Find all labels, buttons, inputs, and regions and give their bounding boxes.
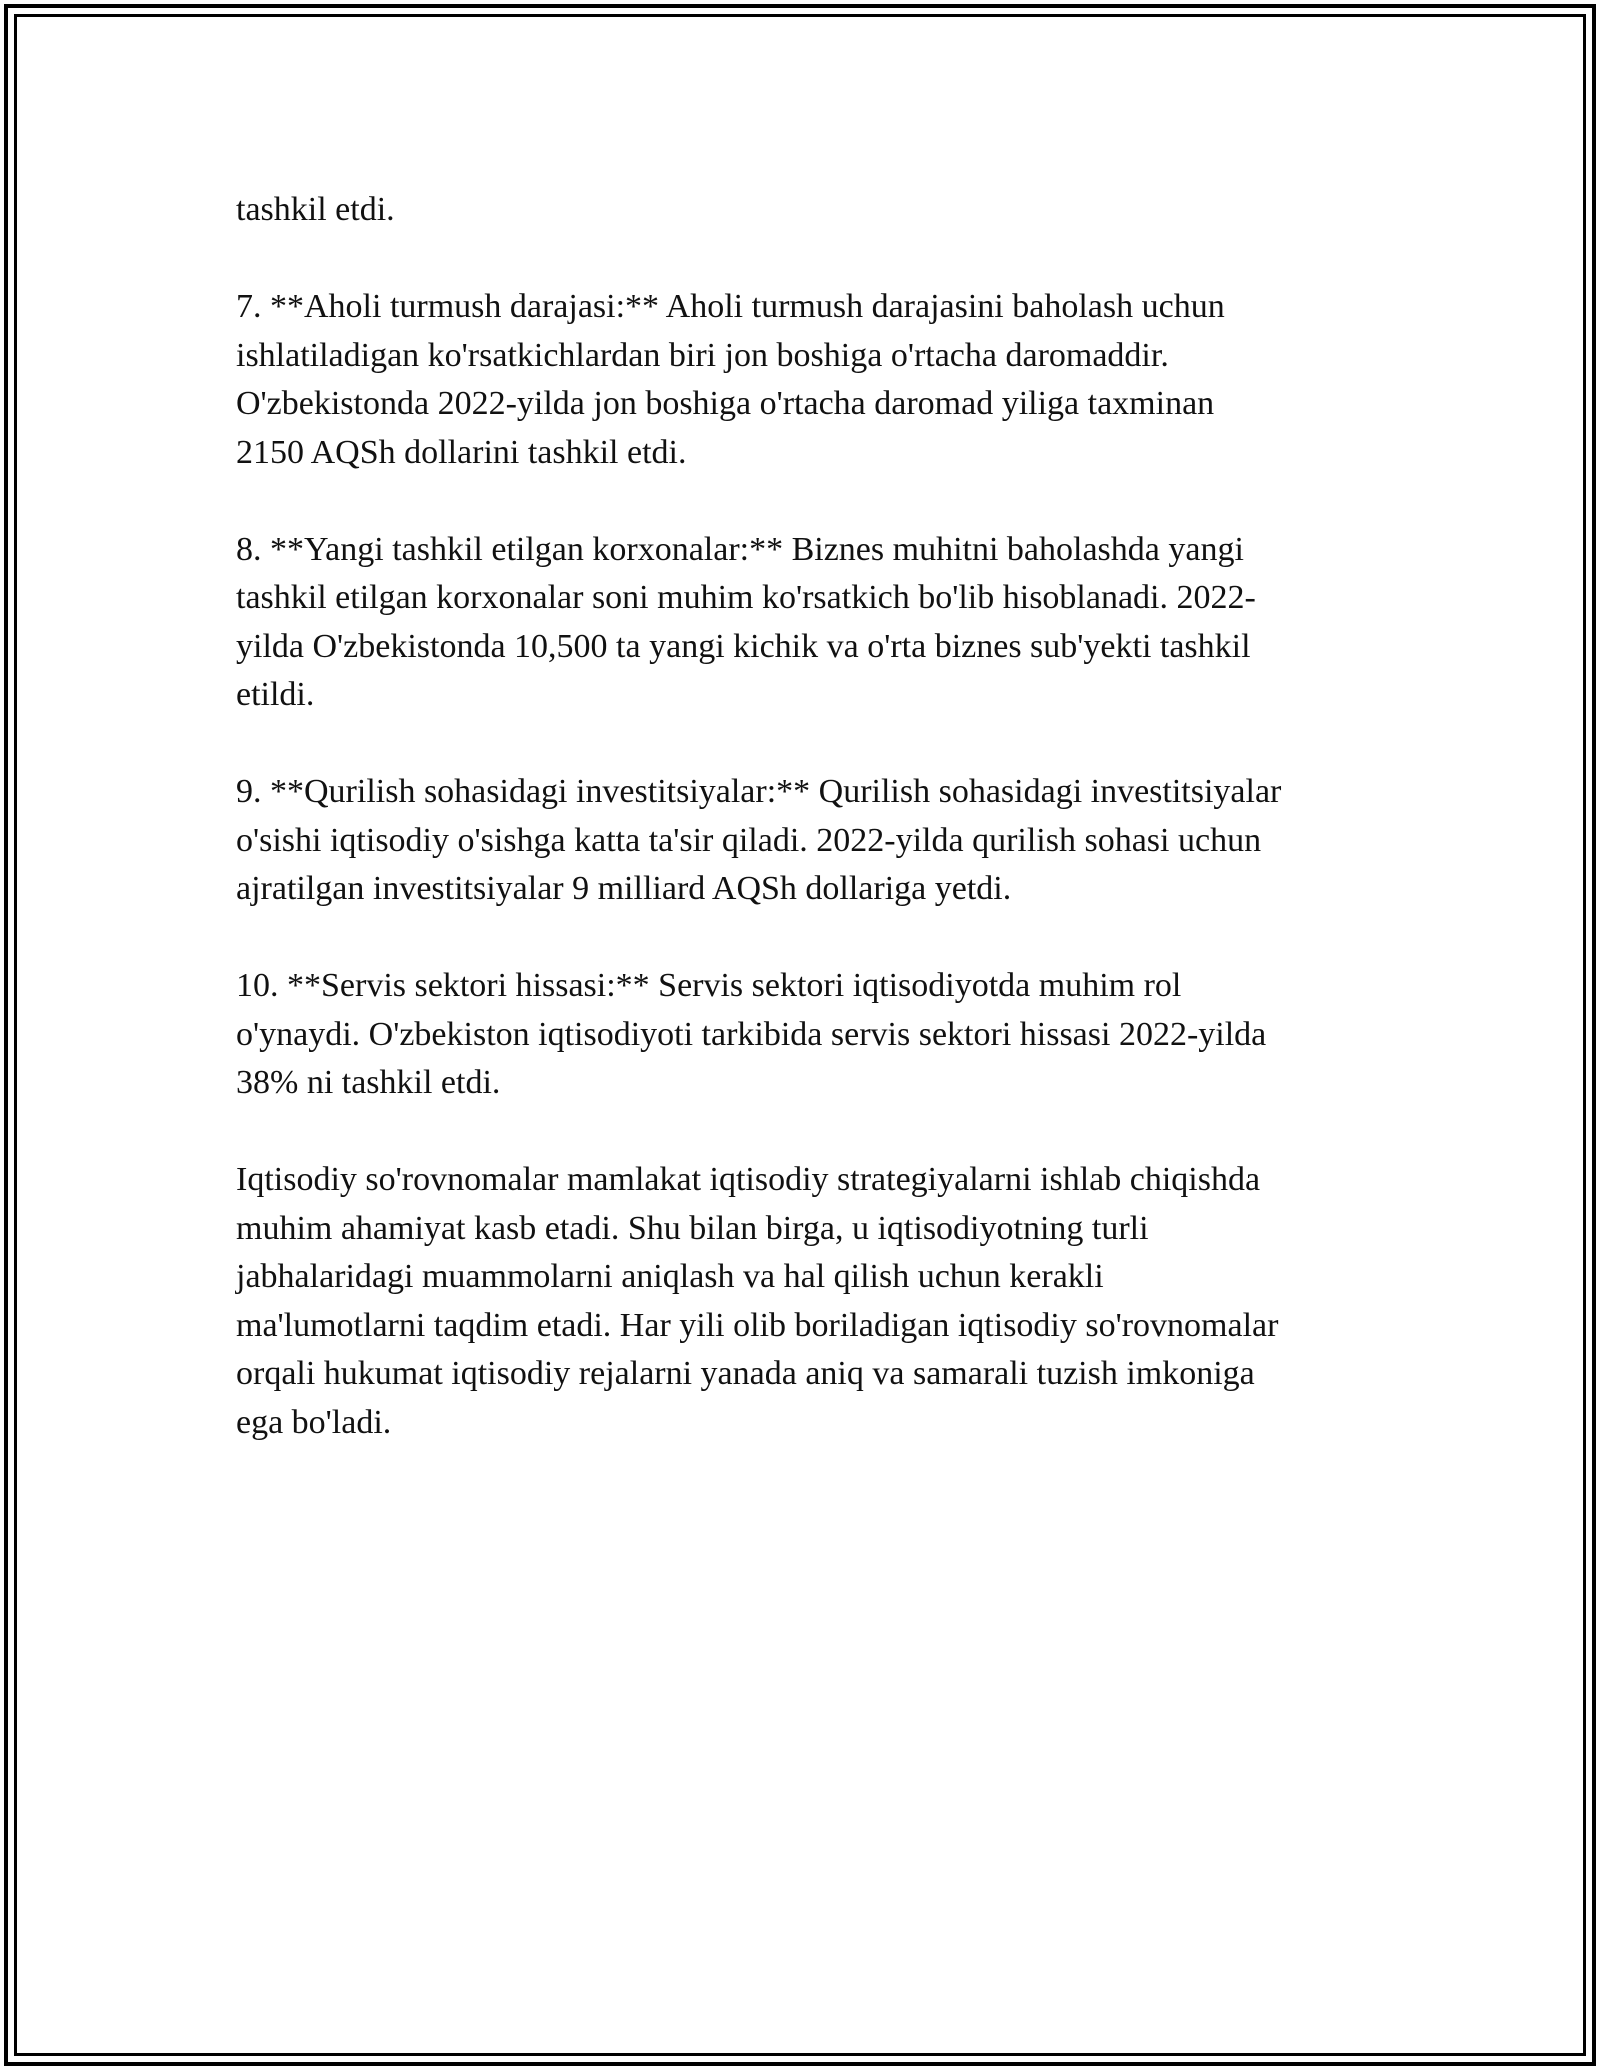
document-body <box>236 186 1386 1496</box>
paragraph-item-10 <box>236 962 1386 1108</box>
text-line: orqali hukumat iqtisodiy rejalarni yanada aniq va samarali tuzish imkoniga <box>236 1355 1255 1392</box>
text-line: ega bo'ladi. <box>236 1403 392 1441</box>
text-line: 10. **Servis sektori hissasi:** Servis sektori iqtisodiyotda muhim rol <box>236 967 1182 1004</box>
text-line: ajratilgan investitsiyalar 9 milliard AQSh dollariga yetdi. <box>236 870 1012 907</box>
text-line: tashkil etdi. <box>236 191 395 228</box>
text-line: ma'lumotlarni taqdim etadi. Har yili olib boriladigan iqtisodiy so'rovnomalar <box>236 1306 1279 1344</box>
text-line: 9. **Qurilish sohasidagi investitsiyalar:** Qurilish sohasidagi investitsiyalar <box>236 773 1282 810</box>
text-line: 7. **Aholi turmush darajasi:** Aholi turmush darajasini baholash uchun <box>236 288 1225 325</box>
paragraph-conclusion <box>236 1156 1386 1447</box>
text-line: Iqtisodiy so'rovnomalar mamlakat iqtisodiy strategiyalarni ishlab chiqishda <box>236 1161 1261 1198</box>
text-line: yilda O'zbekistonda 10,500 ta yangi kichik va o'rta biznes sub'yekti tashkil <box>236 627 1251 665</box>
text-line: 2150 AQSh dollarini tashkil etdi. <box>236 433 687 471</box>
text-line: o'ynaydi. O'zbekiston iqtisodiyoti tarkibida servis sektori hissasi 2022-yilda <box>236 1015 1267 1053</box>
text-line: tashkil etilgan korxonalar soni muhim ko'rsatkich bo'lib hisoblanadi. 2022- <box>236 579 1256 616</box>
text-line: O'zbekistonda 2022-yilda jon boshiga o'rtacha daromad yiliga taxminan <box>236 385 1215 422</box>
text-line: 8. **Yangi tashkil etilgan korxonalar:** Biznes muhitni baholashda yangi <box>236 530 1244 568</box>
text-line: etildi. <box>236 676 315 713</box>
paragraph-continuation <box>236 186 1386 235</box>
text-line: o'sishi iqtisodiy o'sishga katta ta'sir qiladi. 2022-yilda qurilish sohasi uchun <box>236 821 1262 859</box>
text-line: ishlatiladigan ko'rsatkichlardan biri jon boshiga o'rtacha daromaddir. <box>236 336 1169 374</box>
paragraph-item-7 <box>236 283 1386 477</box>
paragraph-item-8 <box>236 526 1386 720</box>
text-line: jabhalaridagi muammolarni aniqlash va hal qilish uchun kerakli <box>236 1258 1104 1295</box>
paragraph-item-9 <box>236 768 1386 914</box>
text-line: 38% ni tashkil etdi. <box>236 1064 501 1101</box>
text-line: muhim ahamiyat kasb etadi. Shu bilan birga, u iqtisodiyotning turli <box>236 1209 1149 1247</box>
